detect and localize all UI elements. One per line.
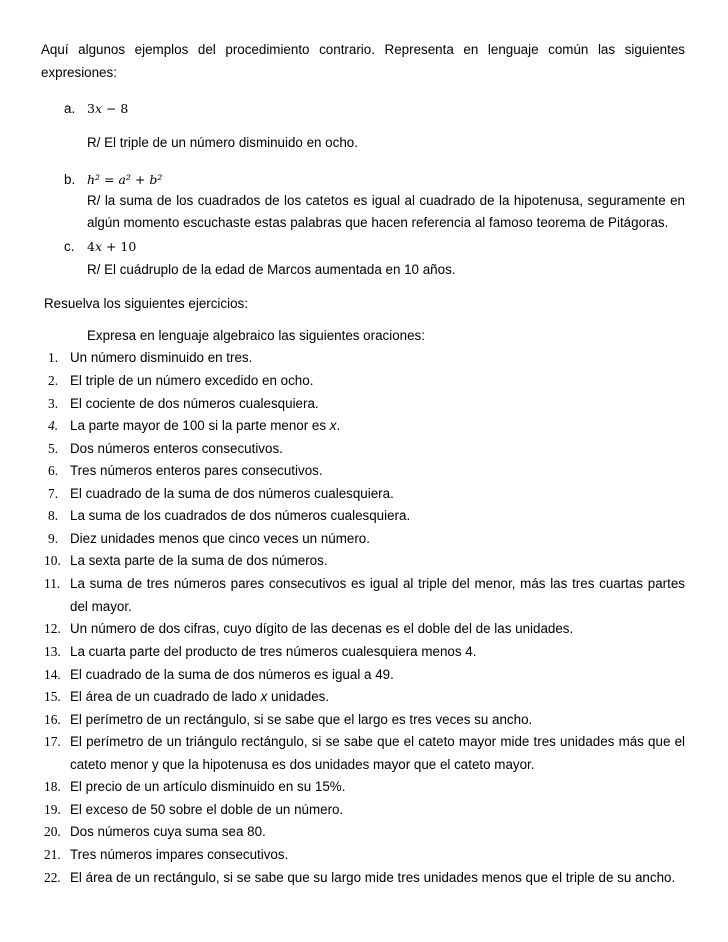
exercise-number: 16. [44,712,61,727]
exercise-number: 22. [44,870,61,885]
exercise-number: 5. [48,441,59,456]
example-b-answer: R/ la suma de los cuadrados de los catetos es igual al cuadrado de la hipotenusa, seguramente en algún momento escuchaste estas palabras que hacen referencia al famoso teorema de Pitágoras. [87,193,685,230]
exercise-item: La cuarta parte del producto de tres números cualesquiera menos 4. [70,644,477,659]
exercise-item: El área de un cuadrado de lado x unidades. [70,689,330,704]
exercise-item: Un número de dos cifras, cuyo dígito de las decenas es el doble del de las unidades. [70,621,574,636]
exercise-number: 14. [44,667,61,682]
exercise-item: La parte mayor de 100 si la parte menor es x. [70,418,341,433]
exercise-item: El exceso de 50 sobre el doble de un número. [70,802,344,817]
exercise-item: Un número disminuido en tres. [70,350,253,365]
exercise-number: 8. [48,508,59,523]
exercise-item: El precio de un artículo disminuido en su 15%. [70,779,346,794]
instruction: Expresa en lenguaje algebraico las siguientes oraciones: [87,328,425,343]
exercise-number: 20. [44,824,61,839]
exercise-item: El perímetro de un rectángulo, si se sabe que el largo es tres veces su ancho. [70,712,533,727]
exercise-item: El área de un rectángulo, si se sabe que su largo mide tres unidades menos que el triple de su ancho. [70,870,676,885]
example-c-marker: c. [64,239,75,254]
exercise-item: Diez unidades menos que cinco veces un número. [70,531,370,546]
exercise-item: La sexta parte de la suma de dos números. [70,553,328,568]
exercise-item: El cuadrado de la suma de dos números es igual a 49. [70,667,394,682]
exercise-item: Tres números impares consecutivos. [70,847,289,862]
example-b-marker: b. [64,172,76,187]
section-title: Resuelva los siguientes ejercicios: [44,296,248,311]
exercise-item: El triple de un número excedido en ocho. [70,373,314,388]
exercise-number: 15. [44,689,61,704]
exercise-number: 17. [44,734,61,749]
exercise-number: 4. [48,418,59,433]
exercise-number: 1. [48,350,59,365]
exercise-number: 21. [44,847,61,862]
exercise-item: Dos números enteros consecutivos. [70,441,283,456]
exercise-number: 19. [44,802,61,817]
exercise-number: 13. [44,644,61,659]
exercise-number: 2. [48,373,59,388]
exercise-number: 3. [48,396,59,411]
exercise-item: El cociente de dos números cualesquiera. [70,396,319,411]
exercise-item: Dos números cuya suma sea 80. [70,824,266,839]
exercise-item: La suma de tres números pares consecutivos es igual al triple del menor, más las tres cuartas partes del mayor. [70,576,685,614]
intro-paragraph: Aquí algunos ejemplos del procedimiento contrario. Representa en lenguaje común las siguientes expresiones: [41,42,685,80]
exercise-number: 10. [44,553,61,568]
example-a-marker: a. [64,101,76,116]
example-a-expression: 3x − 8 [87,101,129,116]
exercise-item: El cuadrado de la suma de dos números cualesquiera. [70,486,394,501]
example-a-answer: R/ El triple de un número disminuido en ocho. [87,135,358,150]
example-b-expression: h² = a² + b² [87,172,163,187]
exercise-item: El perímetro de un triángulo rectángulo, si se sabe que el cateto mayor mide tres unidades más que el cateto menor y que la hipotenusa es dos unidades mayor que el cateto mayor. [70,734,685,772]
exercise-number: 11. [44,576,61,591]
example-c-answer: R/ El cuádruplo de la edad de Marcos aumentada en 10 años. [87,262,456,277]
exercise-number: 7. [48,486,59,501]
exercise-item: La suma de los cuadrados de dos números cualesquiera. [70,508,411,523]
exercise-number: 9. [48,531,59,546]
exercise-number: 18. [44,779,61,794]
exercise-number: 12. [44,621,61,636]
example-c-expression: 4x + 10 [87,239,137,254]
exercise-item: Tres números enteros pares consecutivos. [70,463,323,478]
exercise-number: 6. [48,463,59,478]
